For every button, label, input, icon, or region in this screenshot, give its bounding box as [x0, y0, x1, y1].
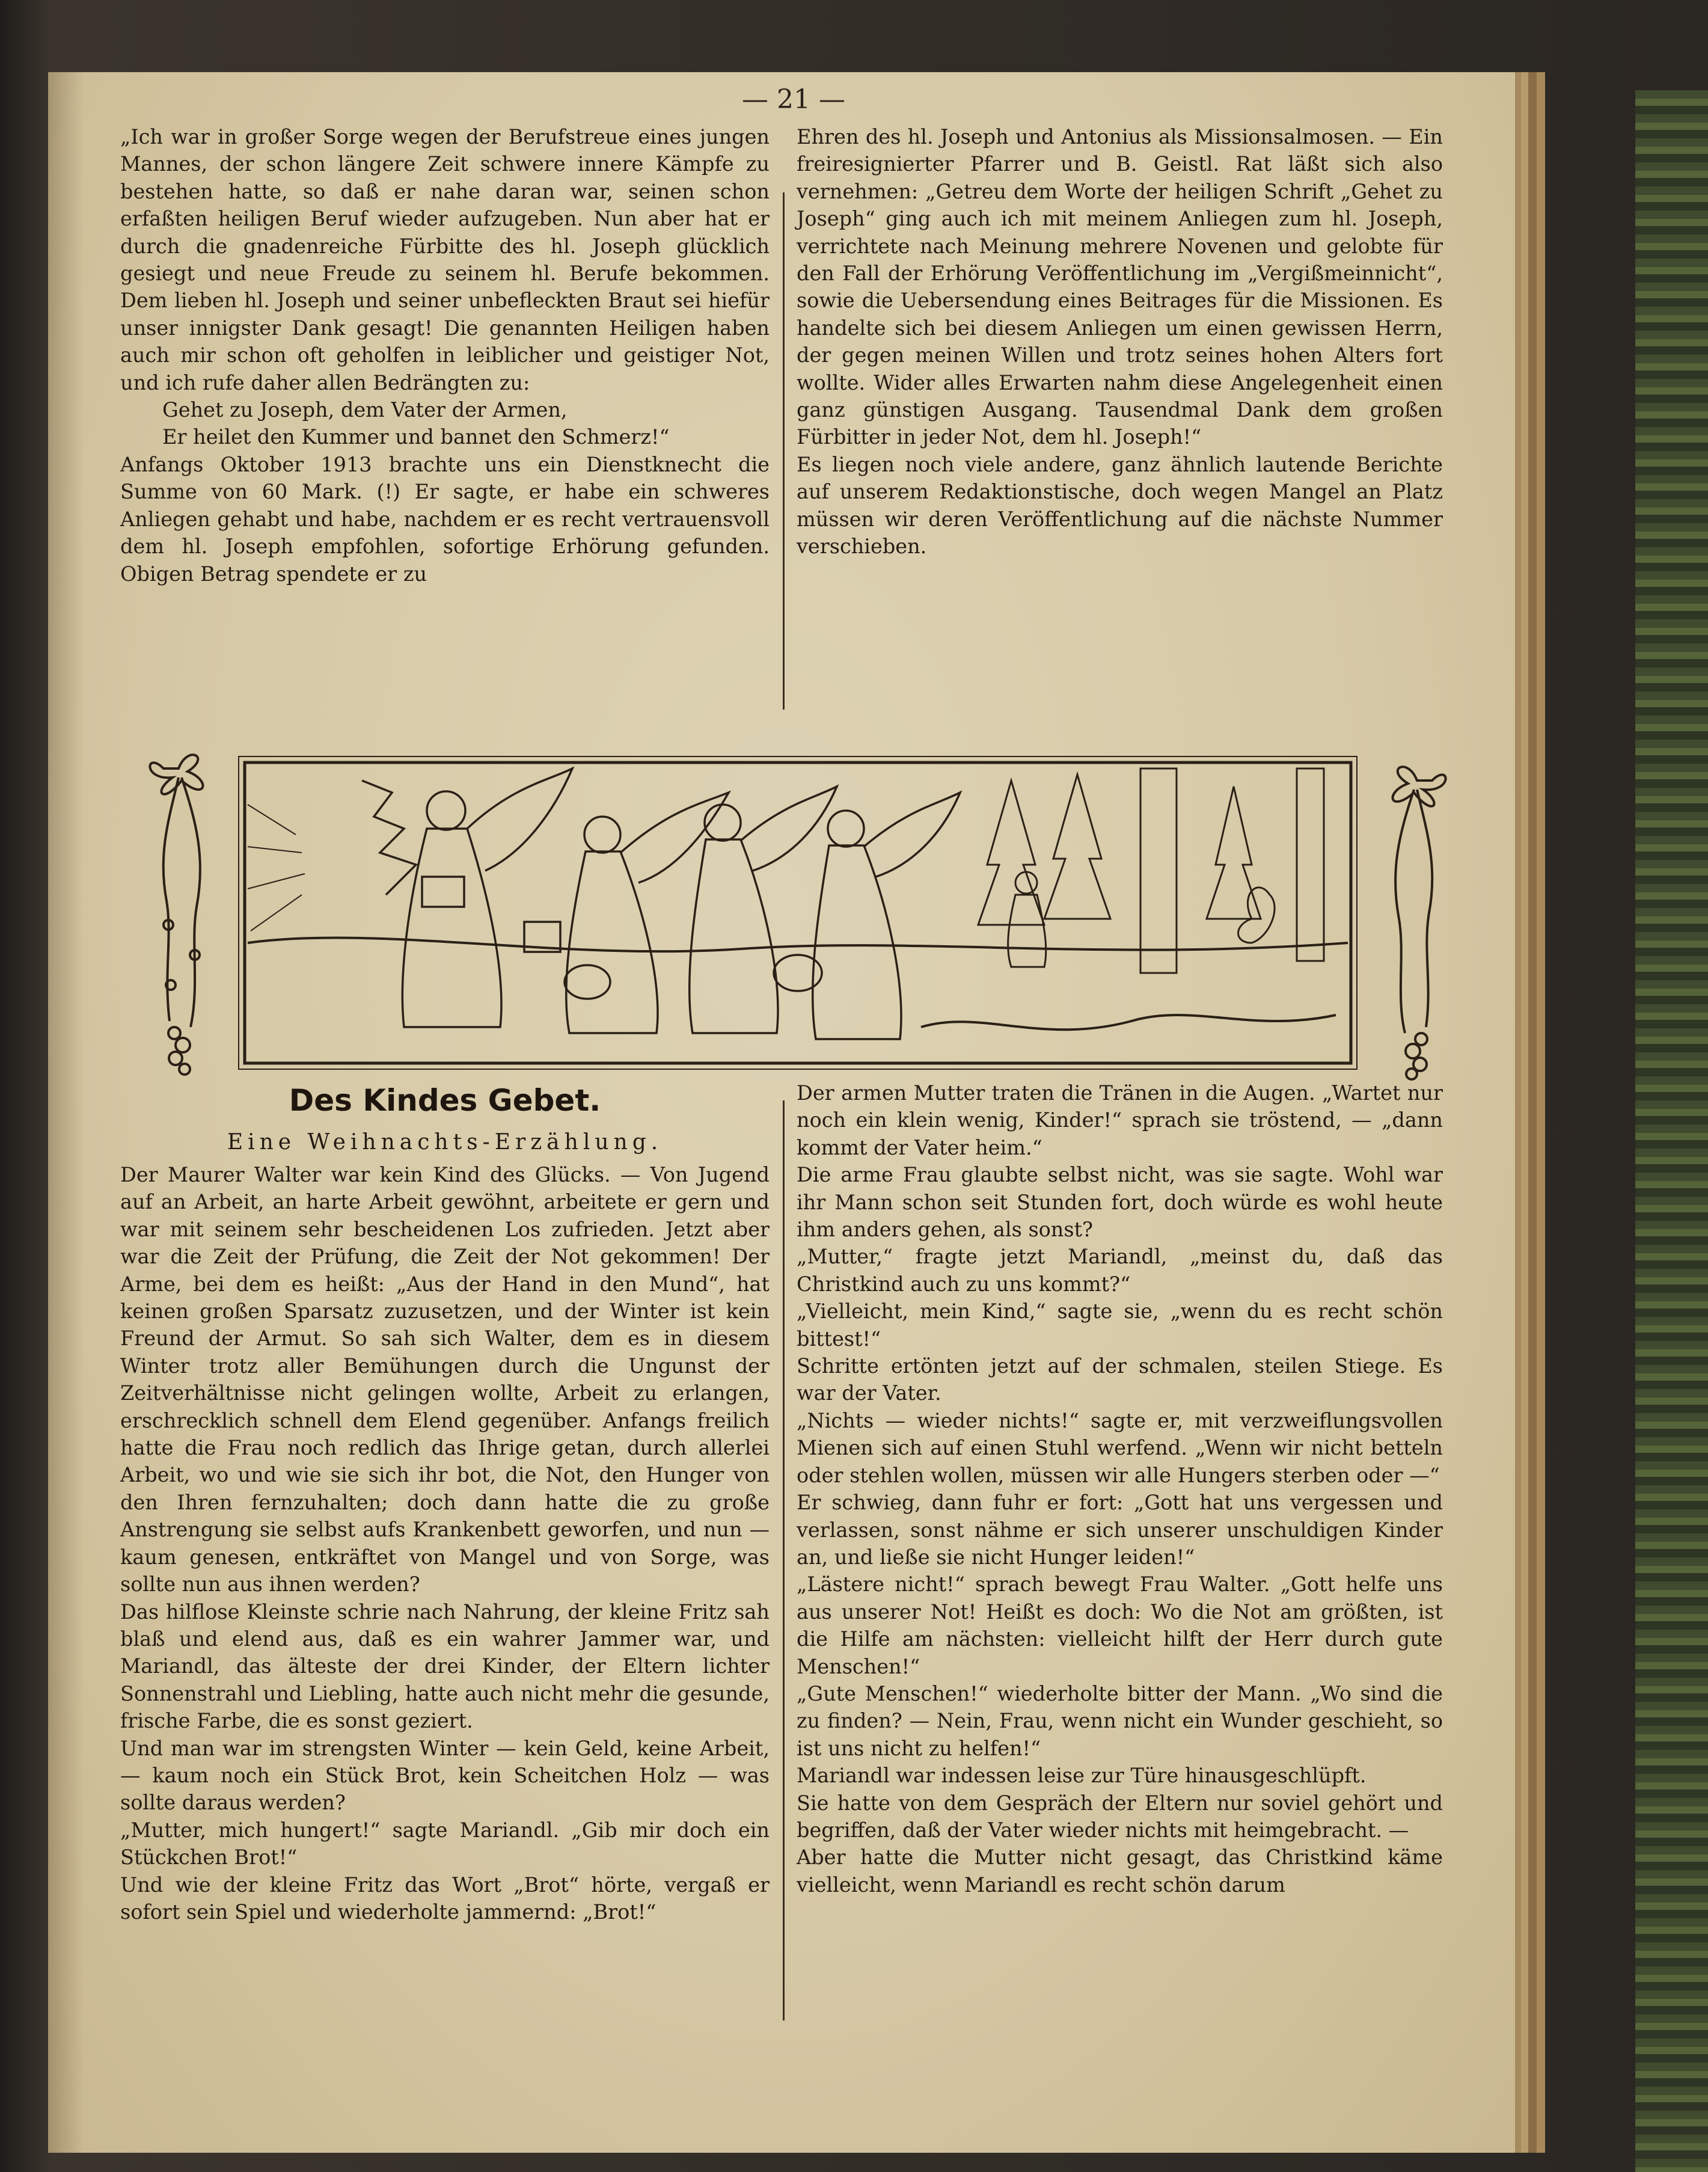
story-title: Des Kindes Gebet. [289, 1083, 601, 1118]
angel-with-basket [524, 793, 729, 1033]
paragraph: Das hilflose Kleinste schrie nach Nahrung, der kleine Fritz sah blaß und elend aus, daß es ein wahrer Jammer war, und Mariandl, das älteste der drei Kinder, der Eltern lichter Sonnenstrahl und Liebling, hatte auch nicht mehr die gesunde, frische Farbe, die es sonst geziert. [120, 1600, 770, 1733]
paragraph: „Vielleicht, mein Kind,“ sagte sie, „wenn du es recht schön bittest!“ [797, 1299, 1443, 1351]
paragraph: „Mutter, mich hungert!“ sagte Mariandl. „Gib mir doch ein Stückchen Brot!“ [120, 1818, 770, 1870]
story-subtitle: Eine Weihnachts-Erzählung. [227, 1130, 663, 1155]
paragraph: Der armen Mutter traten die Tränen in die Augen. „Wartet nur noch ein klein wenig, Kinder!“ sprach sie tröstend, — „dann kommt der Vater heim.“ [797, 1081, 1443, 1159]
paragraph: „Ich war in großer Sorge wegen der Berufstreue eines jungen Mannes, der schon längere Zeit schwere innere Kämpfe zu bestehen hatte, so daß er nahe daran war, seinen schon erfaßten heiligen Beruf wieder aufzugeben. Nun aber hat er durch die gnadenreiche Fürbitte des hl. Joseph glücklich gesiegt und neue Freude zu seinem hl. Berufe bekommen. Dem lieben hl. Joseph und seiner unbefleckten Braut sei hiefür unser innigster Dank gesagt! Die genannten Heiligen haben auch mir schon oft geholfen in leiblicher und geistiger Not, und ich rufe daher allen Bedrängten zu: [120, 125, 770, 394]
paragraph: Die arme Frau glaubte selbst nicht, was sie sagte. Wohl war ihr Mann schon seit Stunden fort, doch würde es wohl heute ihm anders gehen, als sonst? [797, 1163, 1443, 1242]
paragraph: Und wie der kleine Fritz das Wort „Brot“ hörte, vergaß er sofort sein Spiel und wiederholte jammernd: „Brot!“ [120, 1873, 770, 1924]
column-divider [783, 1100, 785, 2020]
page-number: — 21 — [742, 84, 845, 115]
paragraph: Anfangs Oktober 1913 brachte uns ein Dienstknecht die Summe von 60 Mark. (!) Er sagte, er habe ein schweres Anliegen gehabt und habe, nachdem er es recht vertrauensvoll dem hl. Joseph empfohlen, sofortige Erhörung gefunden. Obigen Betrag spendete er zu [120, 452, 770, 586]
verse-line: Gehet zu Joseph, dem Vater der Armen, [162, 398, 568, 422]
top-right-column [797, 123, 1443, 560]
paragraph: Ehren des hl. Joseph und Antonius als Missionsalmosen. — Ein freiresignierter Pfarrer und B. Geistl. Rat läßt sich also vernehmen: „Getreu dem Worte der heiligen Schrift „Gehet zu Joseph“ ging auch ich mit meinem Anliegen zum hl. Joseph, verrichtete nach Meinung mehrere Novenen und gelobte für den Fall der Erhörung Veröffentlichung im „Vergißmeinnicht“, sowie die Uebersendung eines Beitrages für die Missionen. Es handelte sich bei diesem Anliegen um einen gewissen Herrn, der gegen meinen Willen und trotz seines hohen Alters fort wollte. Wider alles Erwarten nahm diese Angelegenheit einen ganz günstigen Ausgang. Tausendmal Dank dem großen Fürbitter in jeder Not, dem hl. Joseph!“ [797, 125, 1443, 449]
left-ribbon-garland [150, 755, 203, 1075]
paragraph: Aber hatte die Mutter nicht gesagt, das Christkind käme vielleicht, wenn Mariandl es recht schön darum [797, 1845, 1443, 1897]
paragraph: Es liegen noch viele andere, ganz ähnlich lautende Berichte auf unserem Redaktionstische, doch wegen Mangel an Platz müssen wir deren Veröffentlichung auf die nächste Nummer verschieben. [797, 452, 1443, 559]
paragraph: Und man war im strengsten Winter — kein Geld, keine Arbeit, — kaum noch ein Stück Brot, kein Scheitchen Holz — was sollte daraus werden? [120, 1736, 770, 1815]
angel-walking [813, 793, 960, 1039]
paragraph: Er schwieg, dann fuhr er fort: „Gott hat uns vergessen und verlassen, sonst nähme er sich unserer unschuldigen Kinder an, und ließe sie nicht Hunger leiden!“ [797, 1491, 1443, 1569]
paragraph: „Gute Menschen!“ wiederholte bitter der Mann. „Wo sind die zu finden? — Nein, Frau, wenn nicht ein Wunder geschieht, so ist uns nicht zu helfen!“ [797, 1681, 1443, 1760]
story-right-column [797, 1079, 1443, 1898]
christmas-angels-illustration [139, 744, 1456, 1081]
paragraph: Sie hatte von dem Gespräch der Eltern nur soviel gehört und begriffen, daß der Vater wieder nichts mit heimgebracht. — [797, 1791, 1443, 1842]
angel-singing [690, 787, 837, 1033]
paragraph: „Nichts — wieder nichts!“ sagte er, mit verzweiflungsvollen Mienen sich auf einen Stuhl werfend. „Wenn wir nicht betteln oder stehlen wollen, müssen wir alle Hungers sterben oder —“ [797, 1408, 1443, 1487]
paragraph: „Mutter,“ fragte jetzt Mariandl, „meinst du, daß das Christkind auch zu uns kommt?“ [797, 1245, 1443, 1296]
angel-with-tree [362, 768, 572, 1027]
verse-line: Er heilet den Kummer und bannet den Schmerz!“ [162, 425, 670, 449]
marbled-book-edge [1635, 90, 1708, 2172]
paragraph: Schritte ertönten jetzt auf der schmalen, steilen Stiege. Es war der Vater. [797, 1354, 1443, 1405]
forest-trees [978, 768, 1324, 973]
paragraph: Der Maurer Walter war kein Kind des Glücks. — Von Jugend auf an Arbeit, an harte Arbeit gewöhnt, arbeitete er gern und war mit seinem sehr bescheidenen Los zufrieden. Jetzt aber war die Zeit der Prüfung, die Zeit der Not gekommen! Der Arme, bei dem es heißt: „Aus der Hand in den Mund“, hat keinen großen Sparsatz zuzusetzen, und der Winter ist kein Freund der Armut. So sah sich Walter, dem es in diesem Winter trotz aller Bemühungen durch die Ungunst der Zeitverhältnisse nicht gelingen wollte, Arbeit zu erlangen, erschrecklich schnell dem Elend gegenüber. Anfangs freilich hatte die Frau noch redlich das Ihrige getan, durch allerlei Arbeit, wo und wie sie sich ihr bot, die Not, den Hunger von den Ihren fernzuhalten; doch dann hatte die zu große Anstrengung sie selbst aufs Krankenbett geworfen, und nun — kaum genesen, entkräftet von Mangel und von Sorge, was sollte nun aus ihnen werden? [120, 1163, 770, 1597]
child-in-snow [1008, 872, 1046, 967]
right-ribbon-garland [1393, 767, 1446, 1079]
paragraph: „Lästere nicht!“ sprach bewegt Frau Walter. „Gott helfe uns aus unserer Not! Heißt es doch: Wo die Not am größten, ist die Hilfe am nächsten: vielleicht hilft der Herr durch gute Menschen!“ [797, 1572, 1443, 1678]
column-divider [783, 192, 785, 710]
sun-rays [248, 805, 305, 931]
story-left-column [120, 1079, 770, 1925]
top-left-column [120, 123, 770, 587]
squirrel [1238, 888, 1275, 943]
paragraph: Mariandl war indessen leise zur Türe hinausgeschlüpft. [797, 1764, 1367, 1788]
